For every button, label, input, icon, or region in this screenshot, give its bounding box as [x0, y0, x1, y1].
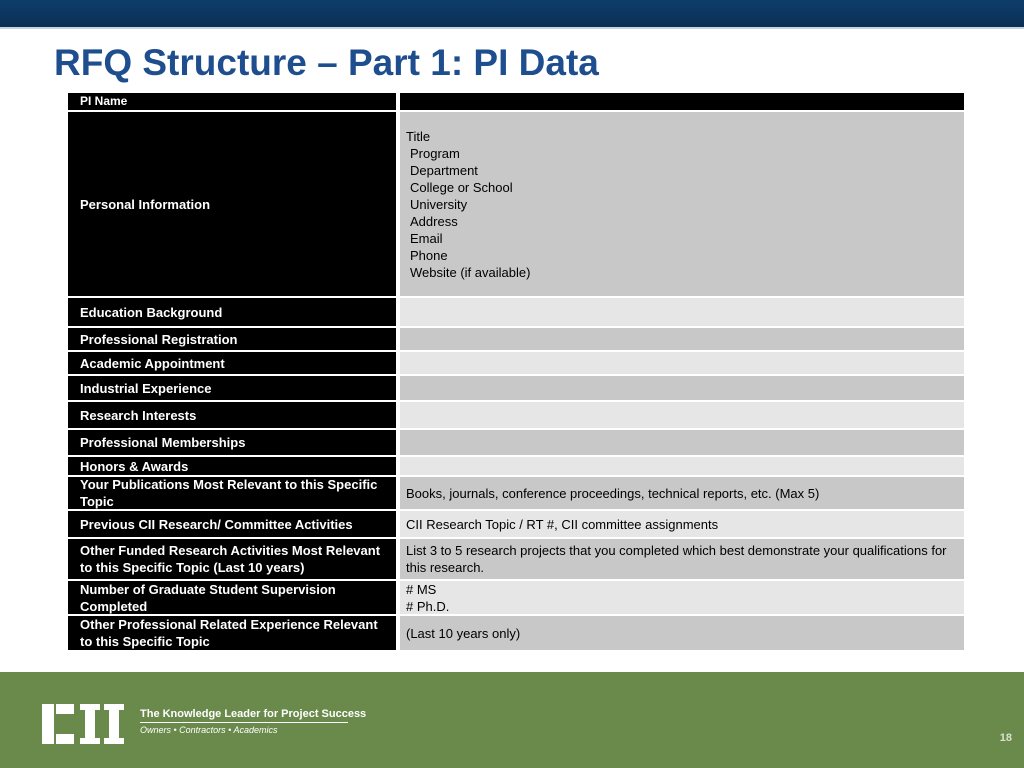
list-item: Address — [410, 213, 458, 229]
slide-title: RFQ Structure – Part 1: PI Data — [54, 42, 599, 83]
tagline-divider — [140, 722, 348, 723]
tagline: The Knowledge Leader for Project Success — [140, 708, 367, 720]
row-label: Personal Information — [68, 112, 396, 296]
row-label: Number of Graduate Student Supervision Completed — [68, 581, 396, 614]
page-number: 18 — [999, 732, 1012, 744]
row-value — [400, 457, 964, 475]
row-value — [400, 328, 964, 350]
table-row — [68, 539, 964, 579]
row-value — [400, 581, 964, 614]
row-label: Previous CII Research/ Committee Activities — [68, 511, 396, 537]
row-label: Research Interests — [68, 402, 396, 428]
table-row — [68, 616, 964, 650]
list-item: Title — [406, 128, 431, 144]
table-row — [68, 112, 964, 296]
list-item: University — [410, 196, 468, 212]
row-value — [400, 430, 964, 455]
row-value: (Last 10 years only) — [400, 616, 964, 650]
list-item: Phone — [410, 247, 448, 263]
ms-count-line: # MS — [406, 581, 437, 597]
row-label: Other Professional Related Experience Relevant to this Specific Topic — [68, 616, 396, 650]
table-row — [68, 402, 964, 428]
row-value: List 3 to 5 research projects that you completed which best demonstrate your qualifications for this research. — [400, 539, 964, 579]
list-item: College or School — [410, 179, 513, 195]
row-value — [400, 402, 964, 428]
row-value — [400, 112, 964, 296]
table-row — [68, 457, 964, 475]
table-row — [68, 376, 964, 400]
table-row — [68, 328, 964, 350]
table-row — [68, 298, 964, 326]
row-value — [400, 93, 964, 110]
row-label: Professional Memberships — [68, 430, 396, 455]
phd-count-line: # Ph.D. — [406, 598, 450, 614]
table-row — [68, 511, 964, 537]
table-row — [68, 352, 964, 374]
list-item: Website (if available) — [410, 264, 531, 280]
row-value — [400, 298, 964, 326]
table-row — [68, 430, 964, 455]
table-row — [68, 581, 964, 614]
row-value: Books, journals, conference proceedings, technical reports, etc. (Max 5) — [400, 477, 964, 509]
row-label: Other Funded Research Activities Most Relevant to this Specific Topic (Last 10 years) — [68, 539, 396, 579]
row-label: Honors & Awards — [68, 457, 396, 475]
row-label: PI Name — [68, 93, 396, 110]
table-row — [68, 93, 964, 110]
row-value: CII Research Topic / RT #, CII committee assignments — [400, 511, 964, 537]
subtagline: Owners • Contractors • Academics — [140, 725, 278, 735]
row-value — [400, 376, 964, 400]
footer-band — [0, 672, 1024, 768]
list-item: Department — [410, 162, 478, 178]
row-value — [400, 352, 964, 374]
top-band — [0, 0, 1024, 29]
row-label: Your Publications Most Relevant to this Specific Topic — [68, 477, 396, 509]
row-label: Industrial Experience — [68, 376, 396, 400]
table-row — [68, 477, 964, 509]
row-label: Professional Registration — [68, 328, 396, 350]
personal-info-list — [406, 128, 530, 281]
list-item: Email — [410, 230, 443, 246]
list-item: Program — [410, 145, 460, 161]
pi-data-table — [68, 93, 964, 652]
row-label: Academic Appointment — [68, 352, 396, 374]
row-label: Education Background — [68, 298, 396, 326]
cii-logo-icon — [40, 700, 128, 748]
